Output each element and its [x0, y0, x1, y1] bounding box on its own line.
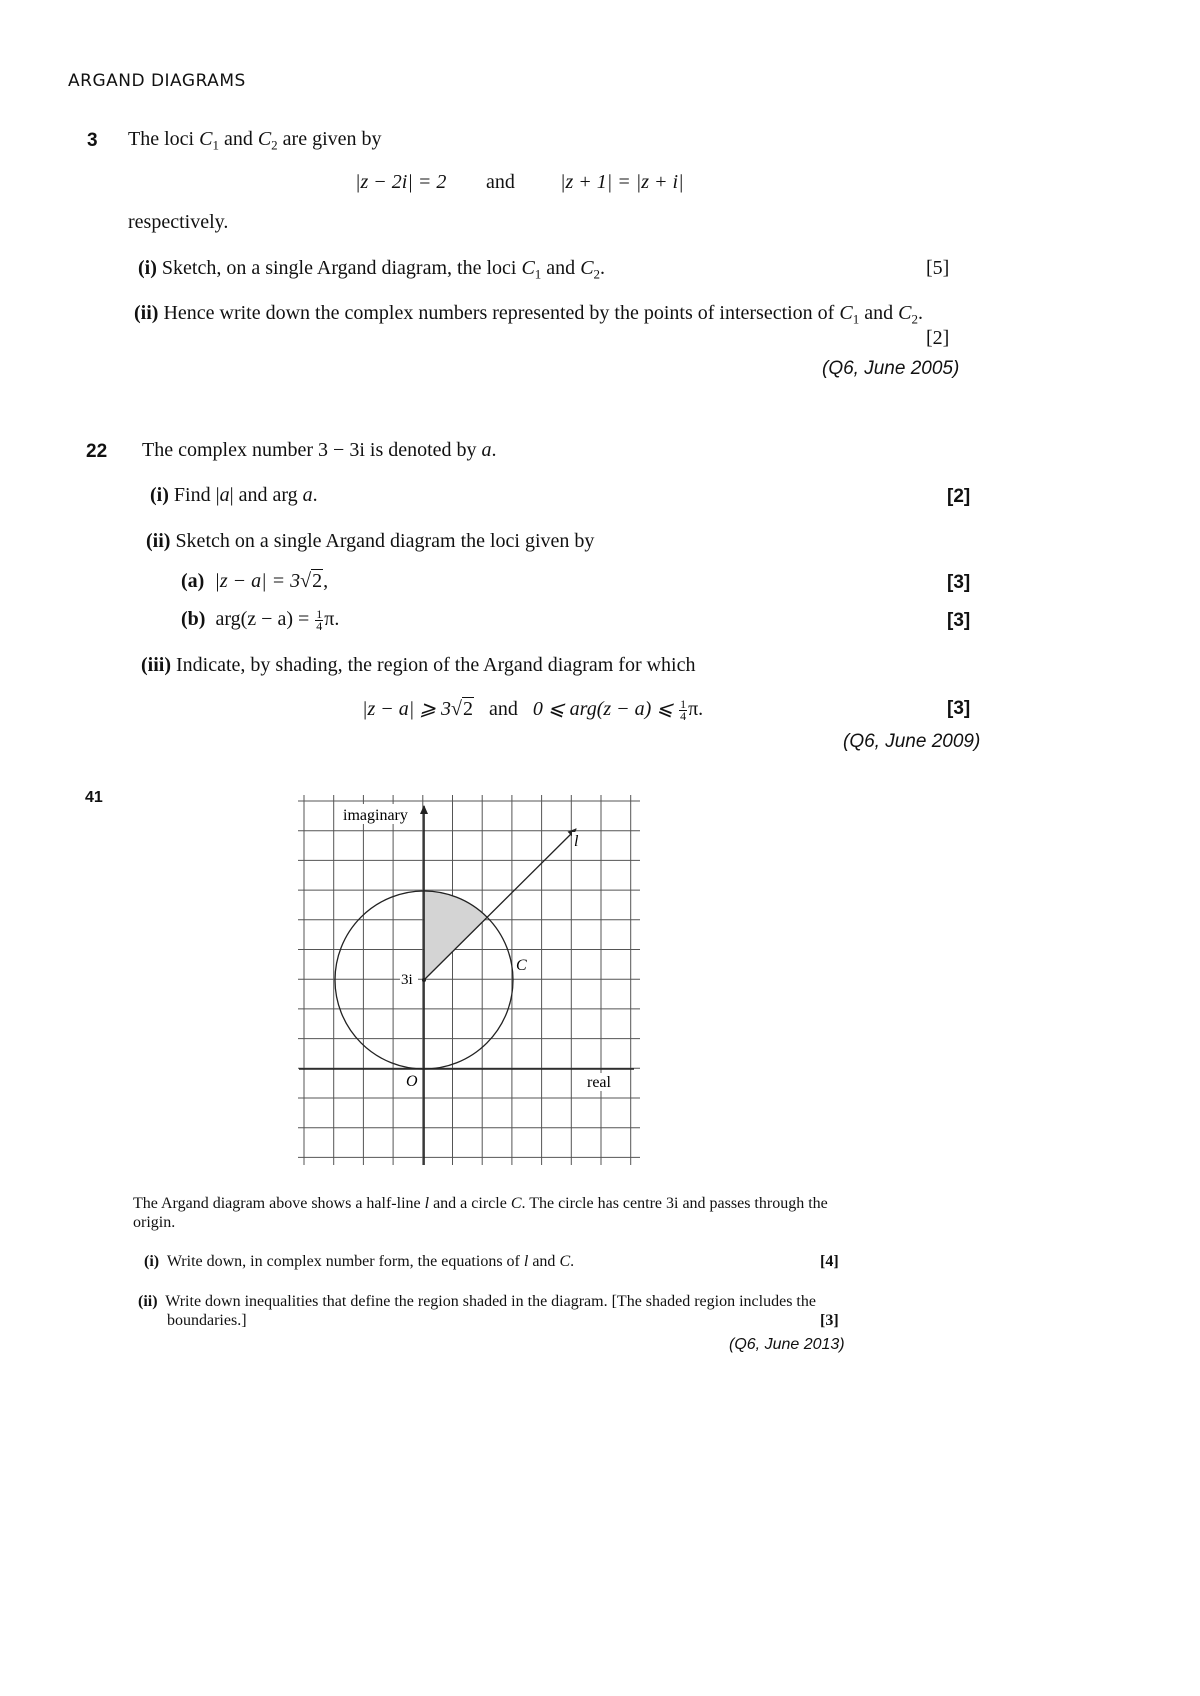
marks: [3]	[947, 610, 971, 631]
marks: [3]	[947, 572, 971, 593]
part-ii: (ii) Sketch on a single Argand diagram the loci given by	[146, 530, 595, 552]
part-i: (i) Sketch, on a single Argand diagram, the loci $C_1$ and $C_2$.	[138, 257, 606, 282]
equation-right: |z + 1| = |z + i|	[560, 171, 684, 193]
marks: [3]	[820, 1312, 839, 1329]
part-b: (b) arg(z − a) = $\frac{1}{4}$ π.	[181, 606, 340, 633]
part-iii: (iii) Indicate, by shading, the region of the Argand diagram for which	[141, 654, 696, 676]
page-title: ARGAND DIAGRAMS	[68, 71, 246, 91]
argand-diagram	[290, 790, 650, 1180]
part-ii: (ii) Write down inequalities that define the region shaded in the diagram. [The shaded region includes the	[138, 1293, 816, 1310]
centre-label: 3i	[401, 972, 413, 988]
source-citation: (Q6, June 2009)	[843, 731, 981, 752]
part-i: (i) Find |a| and arg a.	[150, 484, 318, 506]
source-citation: (Q6, June 2005)	[822, 358, 960, 379]
question-number: 22	[86, 441, 108, 462]
origin-label: O	[406, 1073, 418, 1090]
marks: [4]	[820, 1253, 839, 1270]
real-axis-label: real	[587, 1074, 611, 1091]
centre-point	[422, 978, 426, 982]
question-intro: The complex number 3 − 3i is denoted by a.	[142, 439, 497, 461]
shaded-region	[424, 891, 487, 980]
question-number: 3	[87, 130, 98, 151]
diagram-description-line2: origin.	[133, 1214, 176, 1231]
circle-label: C	[516, 957, 527, 974]
part-ii-line2: boundaries.]	[167, 1312, 247, 1329]
marks: [5]	[926, 257, 950, 279]
part-i: (i) Write down, in complex number form, the equations of l and C.	[144, 1253, 575, 1270]
respectively-text: respectively.	[128, 211, 229, 233]
source-citation: (Q6, June 2013)	[729, 1336, 845, 1353]
marks: [2]	[947, 486, 971, 507]
equation-and: and	[486, 171, 515, 193]
diagram-description: The Argand diagram above shows a half-line l and a circle C. The circle has centre 3i and passes through the	[133, 1195, 828, 1212]
inequality: |z − a| ⩾ 3√2 and 0 ⩽ arg(z − a) ⩽ $\frac{1}{4}$ π.	[362, 696, 704, 723]
part-a: (a) |z − a| = 3√2,	[181, 570, 329, 592]
marks: [3]	[947, 698, 971, 719]
imaginary-axis-label: imaginary	[343, 807, 408, 824]
question-intro: The loci $C_1$ and $C_2$ are given by	[128, 128, 382, 153]
part-ii: (ii) Hence write down the complex numbers represented by the points of intersection of $C_1$ and $C_2$.	[134, 302, 923, 327]
equation-left: |z − 2i| = 2	[355, 171, 447, 193]
grid	[298, 795, 640, 1165]
question-number: 41	[85, 789, 103, 806]
half-line-label: l	[574, 833, 579, 850]
marks: [2]	[926, 327, 950, 349]
